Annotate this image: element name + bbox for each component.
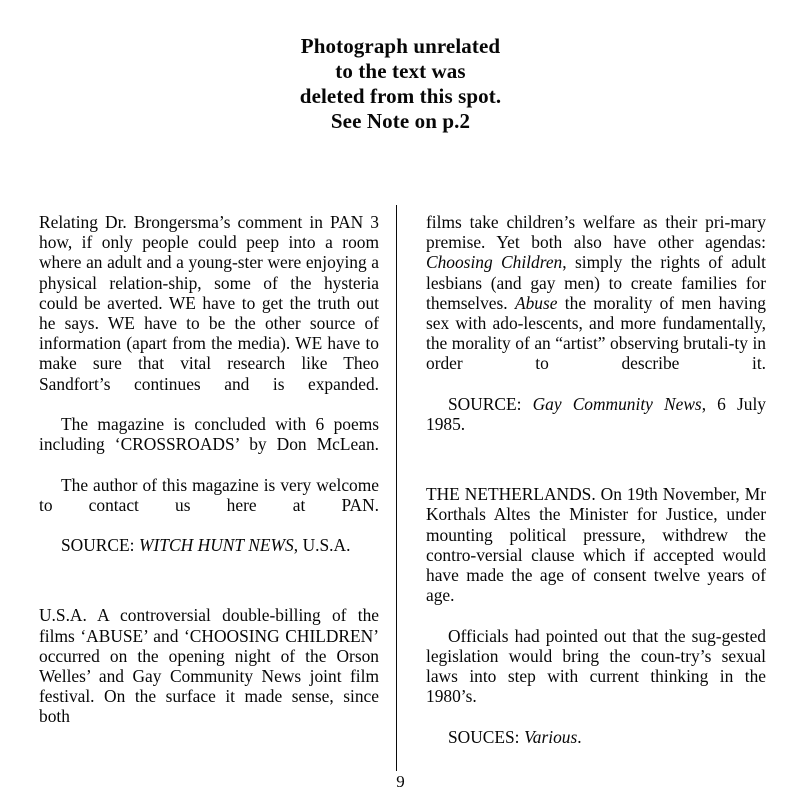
source-line — [426, 727, 766, 747]
article-usa-double-billing — [39, 605, 379, 726]
paragraph: Relating Dr. Brongersma’s comment in PAN 3 how, if only people could peep into a room where an adult and a young-ster were enjoying a physical relation-ship, some of the hysteria could be averted. WE have to get the truth out he says. WE have to be the other source of information (apart from the media). WE have to make sure that vital research like Theo Sandfort’s continues and is expanded. — [39, 212, 379, 394]
article-gap — [39, 555, 379, 605]
text-after-abuse: the morality of men having sex with ado-lescents, and more fundamentally, the morality of an “artist” observing brutali-ty in order to describe it. — [426, 292, 767, 374]
header-note-line-1: Photograph unrelated — [300, 34, 501, 58]
source-label: SOURCE: — [61, 535, 135, 556]
film-title-choosing-children: Choosing Children — [426, 252, 563, 273]
header-note — [0, 34, 801, 134]
page-number: 9 — [396, 772, 405, 791]
source-label: SOURCE: — [448, 393, 522, 414]
article-usa-double-billing-continued — [426, 212, 766, 434]
source-tail: . — [577, 726, 582, 747]
source-title: Various — [524, 726, 578, 747]
text-before-choosing: films take children’s welfare as their pri-mary premise. Yet both also have other agendas: — [426, 212, 766, 253]
source-line — [39, 535, 379, 555]
article-netherlands — [426, 484, 766, 747]
source-tail: , U.S.A. — [293, 535, 351, 556]
film-title-abuse: Abuse — [514, 292, 558, 313]
body-columns — [39, 212, 766, 772]
paragraph — [426, 212, 766, 394]
article-pan-review — [39, 212, 379, 555]
header-note-line-2: to the text was — [335, 59, 466, 83]
header-note-line-4: See Note on p.2 — [330, 109, 471, 133]
source-title: Gay Community News — [532, 393, 702, 414]
source-title: WITCH HUNT NEWS — [139, 535, 294, 556]
source-tail: , 6 July 1985. — [426, 393, 766, 435]
source-line — [426, 394, 766, 434]
text-between-titles: , simply the rights of adult lesbians (and gay men) to create families for themselves. — [426, 252, 766, 313]
paragraph: The author of this magazine is very welcome to contact us here at PAN. — [39, 474, 379, 515]
source-label: SOUCES: — [448, 726, 520, 747]
paragraph: Officials had pointed out that the sug-gested legislation would bring the coun-try’s sexual laws into step with current thinking in the 1980’s. — [426, 625, 766, 707]
paragraph: U.S.A. A controversial double-billing of the films ‘ABUSE’ and ‘CHOOSING CHILDREN’ occurred on the opening night of the Orson Welles’ and Gay Community News joint film festival. On the surface it made sense, since both — [39, 605, 379, 727]
left-column — [39, 212, 379, 727]
paragraph: THE NETHERLANDS. On 19th November, Mr Korthals Altes the Minister for Justice, under mounting political pressure, withdrew the contro-versial clause which if accepted would have made the age of consent twelve years of age. — [426, 484, 766, 606]
header-note-line-3: deleted from this spot. — [299, 84, 502, 108]
right-column — [426, 212, 766, 747]
article-gap — [426, 434, 766, 484]
paragraph: The magazine is concluded with 6 poems including ‘CROSSROADS’ by Don McLean. — [39, 414, 379, 455]
